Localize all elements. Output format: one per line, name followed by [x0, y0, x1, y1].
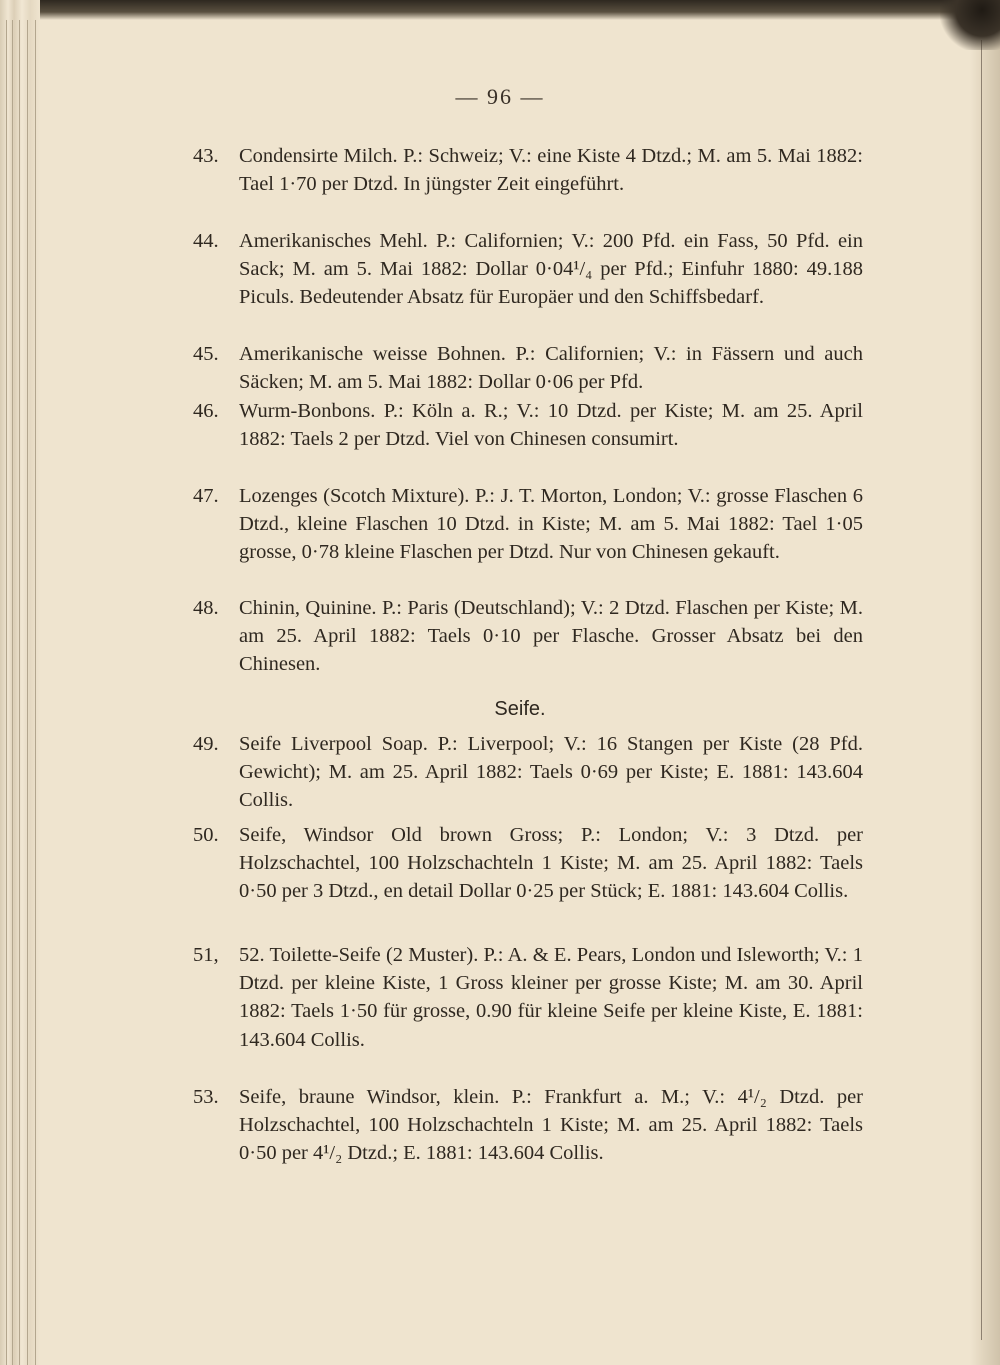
- entry-45: [193, 340, 863, 396]
- entry-46: [193, 397, 863, 453]
- entry-text: Seife, Windsor Old brown Gross; P.: London; V.: 3 Dtzd. per Holzschachtel, 100 Holzschachteln 1 Kiste; M. am 25. April 1882: Taels 0·50 per 3 Dtzd., en detail Dollar 0·25 per Stück; E. 1881: 143.604 Collis.: [239, 824, 863, 903]
- page-right-edge: [970, 0, 1000, 1365]
- entry-text: Amerikanische weisse Bohnen. P.: Californien; V.: in Fässern und auch Säcken; M. am 5. Mai 1882: Dollar 0·06 per Pfd.: [239, 343, 863, 394]
- entry-text: Amerikanisches Mehl. P.: Californien; V.: 200 Pfd. ein Fass, 50 Pfd. ein Sack; M. am 5. Mai 1882: Dollar 0·04¹/₄ per Pfd.; Einfuhr 1880: 49.188 Piculs. Bedeutender Absatz für Europäer und den Schiffsbedarf.: [239, 230, 863, 309]
- entry-53: [193, 1083, 863, 1168]
- entry-number: 51,: [193, 944, 219, 966]
- entry-number: 46.: [193, 400, 219, 422]
- entry-number: 53.: [193, 1086, 219, 1108]
- entry-number: 49.: [193, 733, 219, 755]
- page-number: — 96 —: [455, 84, 545, 109]
- entry-text: Seife, braune Windsor, klein. P.: Frankfurt a. M.; V.: 4¹/₂ Dtzd. per Holzschachtel, 100 Holzschachteln 1 Kiste; M. am 25. April 1882: Taels 0·50 per 4¹/₂ Dtzd.; E. 1881: 143.604 Collis.: [239, 1086, 863, 1165]
- entry-47: [193, 482, 863, 567]
- corner-stain: [940, 0, 1000, 50]
- entry-49: [193, 730, 863, 815]
- entry-text: Chinin, Quinine. P.: Paris (Deutschland); V.: 2 Dtzd. Flaschen per Kiste; M. am 25. April 1882: Taels 0·10 per Flasche. Grosser Absatz bei den Chinesen.: [239, 597, 863, 676]
- entry-51-52: [193, 941, 863, 1054]
- section-heading: Seife.: [494, 698, 546, 720]
- entry-text: 52. Toilette-Seife (2 Muster). P.: A. & E. Pears, London und Isleworth; V.: 1 Dtzd. per kleine Kiste, 1 Gross kleiner per grosse Kiste; M. am 30. April 1882: Taels 1·50 für grosse, 0.90 für kleine Seife per kleine Kiste, E. 1881: 143.604 Collis.: [239, 944, 863, 1051]
- entry-number: 48.: [193, 597, 219, 619]
- entry-text: Seife Liverpool Soap. P.: Liverpool; V.: 16 Stangen per Kiste (28 Pfd. Gewicht); M. am 25. April 1882: Taels 0·69 per Kiste; E. 1881: 143.604 Collis.: [239, 733, 863, 812]
- book-binding: [0, 0, 40, 1365]
- entry-48: [193, 594, 863, 679]
- entry-text: Lozenges (Scotch Mixture). P.: J. T. Morton, London; V.: grosse Flaschen 6 Dtzd., kleine Flaschen 10 Dtzd. in Kiste; M. am 5. Mai 1882: Tael 1·05 grosse, 0·78 kleine Flaschen per Dtzd. Nur von Chinesen gekauft.: [239, 485, 863, 564]
- page-top-edge: [0, 0, 1000, 20]
- entry-text: Wurm-Bonbons. P.: Köln a. R.; V.: 10 Dtzd. per Kiste; M. am 25. April 1882: Taels 2 per Dtzd. Viel von Chinesen consumirt.: [239, 400, 863, 451]
- entry-number: 44.: [193, 230, 219, 252]
- entry-50: [193, 821, 863, 906]
- entry-number: 45.: [193, 343, 219, 365]
- entry-44: [193, 227, 863, 312]
- entry-text: Condensirte Milch. P.: Schweiz; V.: eine Kiste 4 Dtzd.; M. am 5. Mai 1882: Tael 1·70 per Dtzd. In jüngster Zeit eingeführt.: [239, 145, 863, 196]
- entry-43: [193, 142, 863, 198]
- entry-number: 43.: [193, 145, 219, 167]
- entry-number: 50.: [193, 824, 219, 846]
- entry-number: 47.: [193, 485, 219, 507]
- page-right-rule: [981, 40, 982, 1340]
